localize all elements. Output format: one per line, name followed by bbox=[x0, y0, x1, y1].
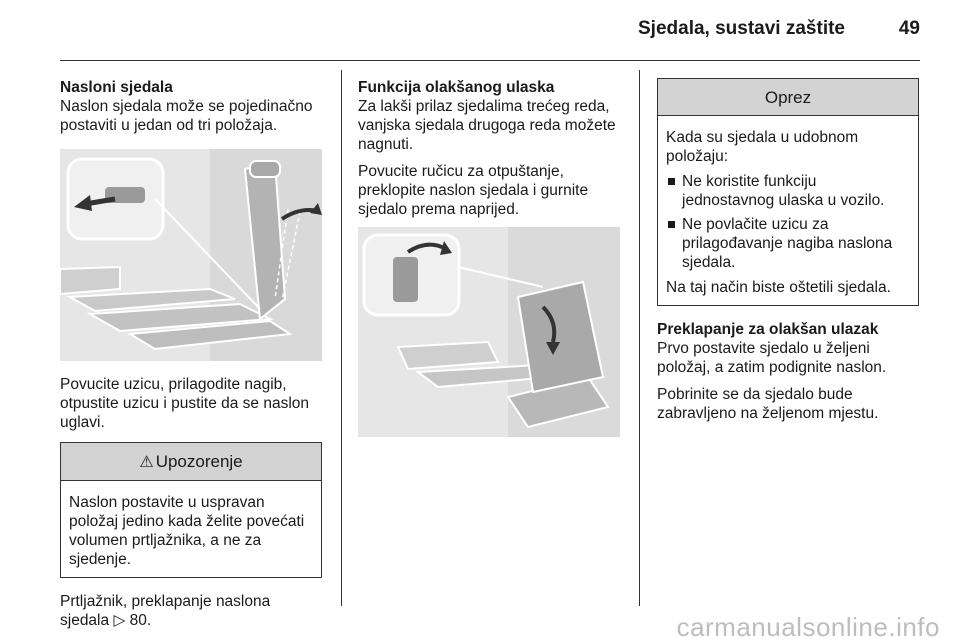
intro-paragraph: Za lakši prilaz sjedalima trećeg reda, vanjska sjedala drugoga reda možete nagnuti. bbox=[358, 98, 616, 153]
instruction-paragraph: Povucite ručicu za otpuštanje, preklopite naslon sjedala i gurnite sjedalo prema naprijed. bbox=[358, 163, 589, 218]
column-divider bbox=[341, 70, 342, 606]
illustration-seat-fold bbox=[358, 227, 620, 437]
heading-fold-easy-entry: Preklapanje za olakšan ulazak bbox=[657, 321, 879, 338]
caution-intro: Kada su sjedala u udobnom položaju: bbox=[666, 129, 859, 165]
caution-outro: Na taj način biste oštetili sjedala. bbox=[666, 279, 891, 296]
column-divider bbox=[639, 70, 640, 606]
caution-list bbox=[666, 172, 910, 272]
warning-header bbox=[61, 443, 321, 481]
figure-backrest-adjust bbox=[60, 149, 322, 361]
caution-box bbox=[657, 78, 919, 306]
caution-header: Oprez bbox=[658, 79, 918, 116]
column-1 bbox=[60, 78, 322, 638]
warning-text: Naslon postavite u uspravan položaj jedino kada želite povećati volumen prtljažnika, a ne za sjedenje. bbox=[69, 494, 305, 568]
crossref-text: Prtljažnik, preklapanje naslona sjedala bbox=[60, 593, 271, 629]
paragraph-2: Pobrinite se da sjedalo bude zabravljeno na željenom mjestu. bbox=[657, 386, 879, 422]
heading-easy-entry: Funkcija olakšanog ulaska bbox=[358, 79, 555, 96]
column-2 bbox=[358, 78, 620, 437]
page-header bbox=[60, 0, 920, 61]
watermark: carmanualsonline.info bbox=[676, 612, 940, 642]
caution-body bbox=[658, 116, 918, 305]
intro-paragraph: Naslon sjedala može se pojedinačno postaviti u jedan od tri položaja. bbox=[60, 98, 313, 134]
crossref-page[interactable]: 80. bbox=[129, 612, 152, 629]
page-number: 49 bbox=[898, 18, 920, 39]
warning-body bbox=[61, 481, 321, 577]
paragraph-1: Prvo postavite sjedalo u željeni položaj, a zatim podignite naslon. bbox=[657, 340, 887, 376]
illustration-seat-recline bbox=[60, 149, 322, 361]
section-title: Sjedala, sustavi zaštite bbox=[638, 18, 845, 39]
list-item: Ne koristite funkciju jednostavnog ulaska u vozilo. bbox=[666, 172, 910, 210]
warning-title: Upozorenje bbox=[155, 452, 243, 471]
list-item: Ne povlačite uzicu za prilagođavanje nagiba naslona sjedala. bbox=[666, 215, 910, 272]
crossref-arrow-icon: ▷ bbox=[113, 612, 126, 629]
figure-easy-entry bbox=[358, 227, 620, 437]
column-3 bbox=[657, 78, 919, 431]
heading-seat-backrests: Nasloni sjedala bbox=[60, 79, 173, 96]
warning-triangle-icon: ⚠ bbox=[139, 454, 154, 471]
crossref-paragraph bbox=[60, 592, 322, 630]
instruction-paragraph: Povucite uzicu, prilagodite nagib, otpustite uzicu i pustite da se naslon uglavi. bbox=[60, 376, 310, 431]
warning-box bbox=[60, 442, 322, 578]
